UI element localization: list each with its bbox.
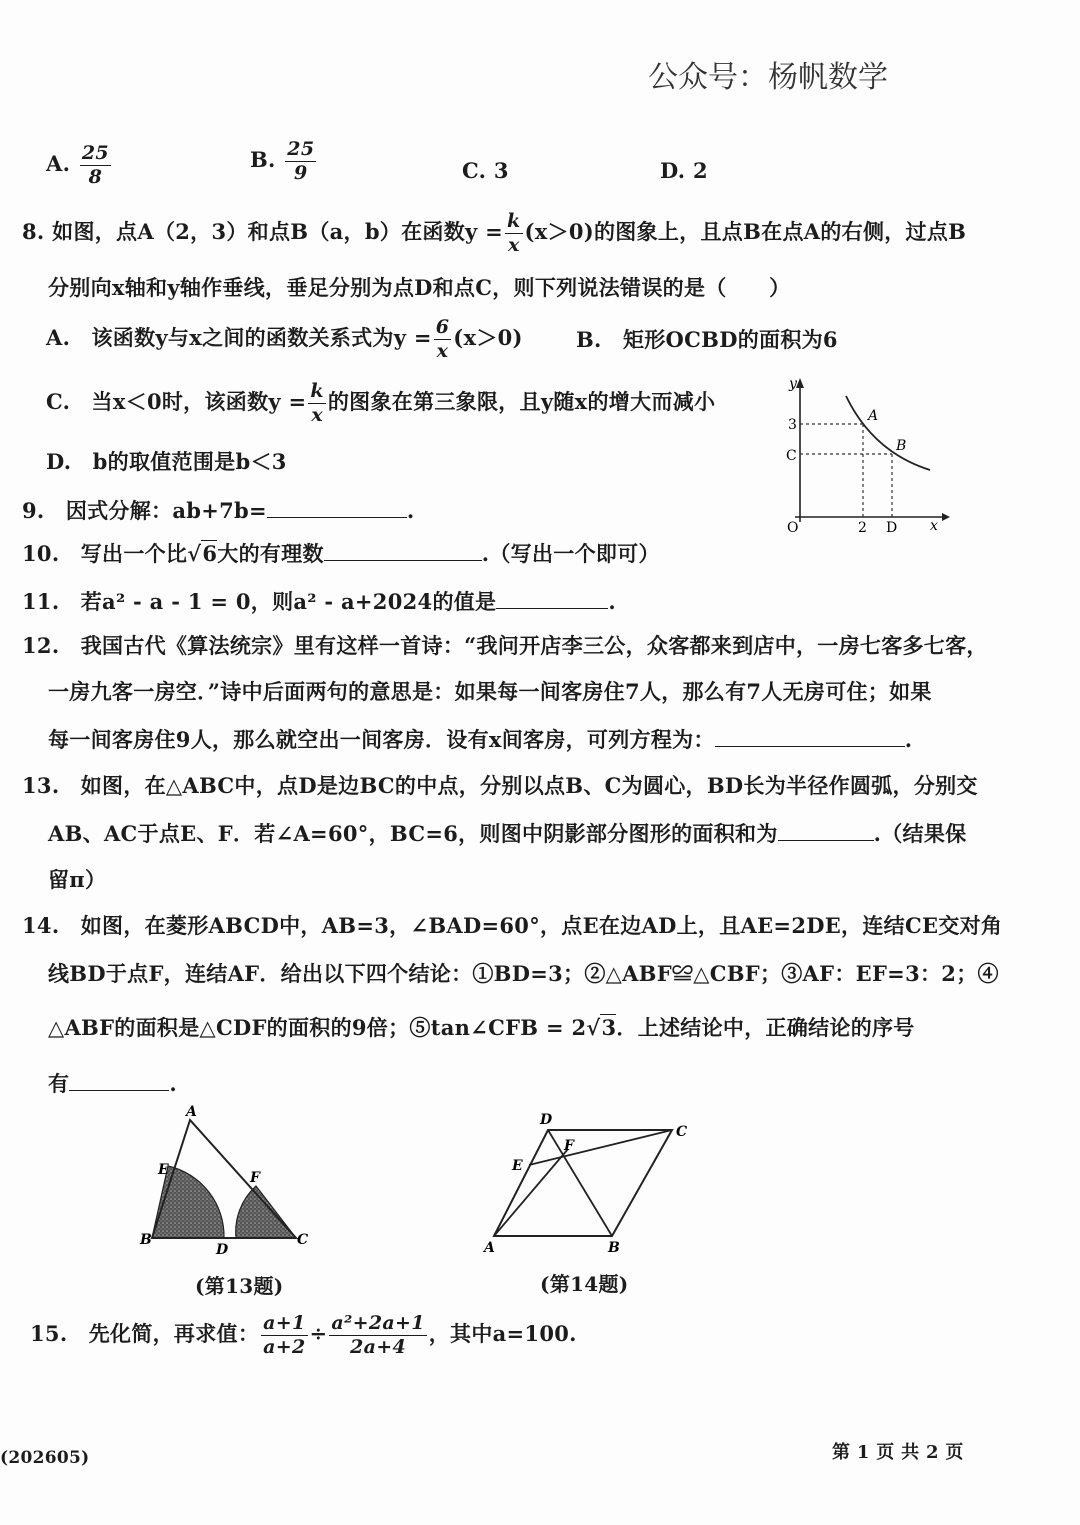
x-tick-2: 2 [858,520,867,536]
q8-option-a-domain: (x＞0) [453,325,523,350]
origin-label: O [787,520,799,536]
option-label: B. [250,147,276,172]
q9-end: . [406,498,415,523]
fraction-numerator: k [310,380,324,402]
q13-line2-end: .（结果保 [873,821,967,846]
q11-text: 11. 若a² - a - 1 = 0，则a² - a+2024的值是 [22,589,497,614]
point-a-label: A [868,408,879,424]
q8-option-c-fraction [308,382,325,425]
option-label: C. [462,158,487,183]
q8-option-c-text-rest: 的图象在第三象限，且y随x的增大而减小 [327,389,716,414]
fig13-label-a: A [186,1104,197,1120]
fig14-caption: (第14题) [540,1272,629,1296]
q14-line1: 14. 如图，在菱形ABCD中，AB=3，∠BAD=60°，点E在边AD上，且AE=2DE，连结CE交对角 [22,913,1003,938]
x-tick-d: D [886,520,898,536]
diagonal-bd [548,1130,612,1236]
fig13-label-e: E [158,1162,169,1178]
shaded-sector-c [236,1186,296,1238]
fraction-denominator: x [436,340,449,362]
q9 [22,495,415,525]
figure-13 [130,1098,330,1258]
question-number: 8. [22,219,45,244]
q15-text-part1: 15. 先化简，再求值： [30,1321,260,1346]
q14-line3-text: △ABF的面积是△CDF的面积的9倍；⑤tan∠CFB = 2 [48,1015,587,1040]
q7-option-d [660,158,708,183]
q13-line2 [48,818,966,848]
x-axis-arrow [942,513,950,521]
q15-text-part2: ，其中a=100. [428,1321,577,1346]
q12-line2: 一房九客一房空．”诗中后面两句的意思是：如果每一间客房住7人，那么有7人无房可住；如果 [48,679,932,704]
q14-line2: 线BD于点F，连结AF．给出以下四个结论：①BD=3；②△ABF≌△CBF；③AF：EF=3：2；④ [48,961,999,986]
q8-function-graph [770,372,950,537]
fraction-numerator: 25 [81,142,109,164]
q10: 10. 写出一个比√6大的有理数 .（写出一个即可） [22,541,660,566]
fig13-caption: (第13题) [195,1274,284,1298]
q8-line2: 分别向x轴和y轴作垂线，垂足分别为点D和点C，则下列说法错误的是（ ） [48,275,791,300]
watermark: 公众号：杨帆数学 [648,60,888,95]
q7-option-a [46,144,113,187]
footer-code: (202605) [0,1448,90,1468]
fraction-numerator: a²+2a+1 [331,1312,425,1334]
fraction-numerator: 25 [287,138,315,160]
q13-line2-text: AB、AC于点E、F．若∠A=60°，BC=6，则图中阴影部分图形的面积和为 [48,821,778,846]
q8-option-a-text: A. 该函数y与x之间的函数关系式为y = [46,325,432,350]
q14-sqrt-value: 3 [601,1015,617,1040]
q14-answer-blank[interactable] [69,1076,169,1091]
hyperbola-curve [846,396,930,470]
fig14-label-a: A [484,1240,495,1256]
q8-option-b: B. 矩形OCBD的面积为6 [576,327,838,352]
fraction-denominator: 9 [294,162,308,184]
fig14-label-b: B [608,1240,620,1256]
q8-option-a-fraction [434,318,452,361]
q13-answer-blank[interactable] [778,826,874,841]
x-axis-label: x [930,518,938,534]
q11-end: . [608,589,616,614]
q8-option-a [46,318,523,361]
q14-end: . [169,1071,177,1096]
fig13-label-d: D [216,1242,229,1258]
fig14-label-f: F [564,1138,574,1154]
option-value: 2 [693,158,708,183]
fraction-numerator: 6 [435,316,450,338]
q10-text-part2: 大的有理数 [217,541,324,566]
point-b-label: B [896,438,907,454]
q8-text-part2: (x＞0)的图象上，且点B在点A的右侧，过点B [524,219,967,244]
q12-line1: 12. 我国古代《算法统宗》里有这样一首诗：“我问开店李三公，众客都来到店中，一房七客多七客， [22,633,988,658]
rhombus-abcd [494,1130,672,1236]
q7-option-c [462,158,509,183]
q10-end: .（写出一个即可） [481,541,660,566]
q15-fraction-1 [261,1314,307,1357]
q12-answer-blank[interactable] [715,732,905,747]
q8-fraction [505,212,522,255]
fig14-label-d: D [540,1112,553,1128]
q9-answer-blank[interactable] [267,503,407,518]
q7-option-b [250,140,318,183]
q10-answer-blank[interactable] [324,546,482,561]
q10-text-part1: 10. 写出一个比 [22,541,188,566]
fraction-denominator: 2a+4 [350,1336,406,1358]
y-tick-3: 3 [788,417,797,433]
q8-option-c [46,382,715,425]
option-label: A. [46,151,71,176]
q8-option-c-text: C. 当x＜0时，该函数y = [46,389,307,414]
fig13-label-f: F [250,1170,260,1186]
q15-fraction-2 [329,1314,426,1357]
q13-line3: 留π） [48,867,107,892]
y-axis-label: y [789,376,797,392]
fraction-denominator: x [311,404,323,426]
q11-answer-blank[interactable] [496,594,608,609]
q8-text-part1: 如图，点A（2，3）和点B（a，b）在函数y = [52,219,504,244]
q12-line3-text: 每一间客房住9人，那么就空出一间客房．设有x间客房，可列方程为： [48,727,715,752]
q10-sqrt-value: 6 [202,541,218,566]
q8-option-d: D. b的取值范围是b＜3 [46,449,287,474]
q9-text: 9. 因式分解：ab+7b= [22,498,267,523]
q15-divide-sign: ÷ [309,1321,328,1346]
fraction-denominator: 8 [88,166,103,188]
y-tick-c: C [786,448,797,464]
y-axis-arrow [796,378,804,388]
q8-line1 [22,212,966,255]
q13-line1: 13. 如图，在△ABC中，点D是边BC的中点，分别以点B、C为圆心，BD长为半径作圆弧，分别交 [22,773,978,798]
fraction-denominator: a+2 [263,1336,306,1358]
q12-end: . [904,727,913,752]
page-number: 第 1 页 共 2 页 [832,1442,964,1463]
q11 [22,586,616,616]
figure-14 [470,1100,700,1260]
fig13-label-b: B [140,1232,152,1248]
fraction-denominator: x [507,234,520,256]
q15 [30,1314,577,1357]
fraction-numerator: a+1 [263,1312,306,1334]
option-value: 3 [493,158,509,183]
fig13-label-c: C [297,1232,309,1248]
q7-option-a-fraction [80,144,111,187]
q12-line3 [48,724,912,754]
fraction-numerator: k [507,210,521,232]
q14-line3: △ABF的面积是△CDF的面积的9倍；⑤tan∠CFB = 2√3．上述结论中，正确结论的序号 [48,1015,915,1040]
q14-line4-text: 有 [48,1071,70,1096]
fig14-label-c: C [676,1124,688,1140]
fig14-label-e: E [512,1158,523,1174]
q7-option-b-fraction [285,140,316,183]
option-label: D. [660,158,686,183]
q14-line3-text-rest: ．上述结论中，正确结论的序号 [616,1015,915,1040]
q14-line4 [48,1068,177,1098]
